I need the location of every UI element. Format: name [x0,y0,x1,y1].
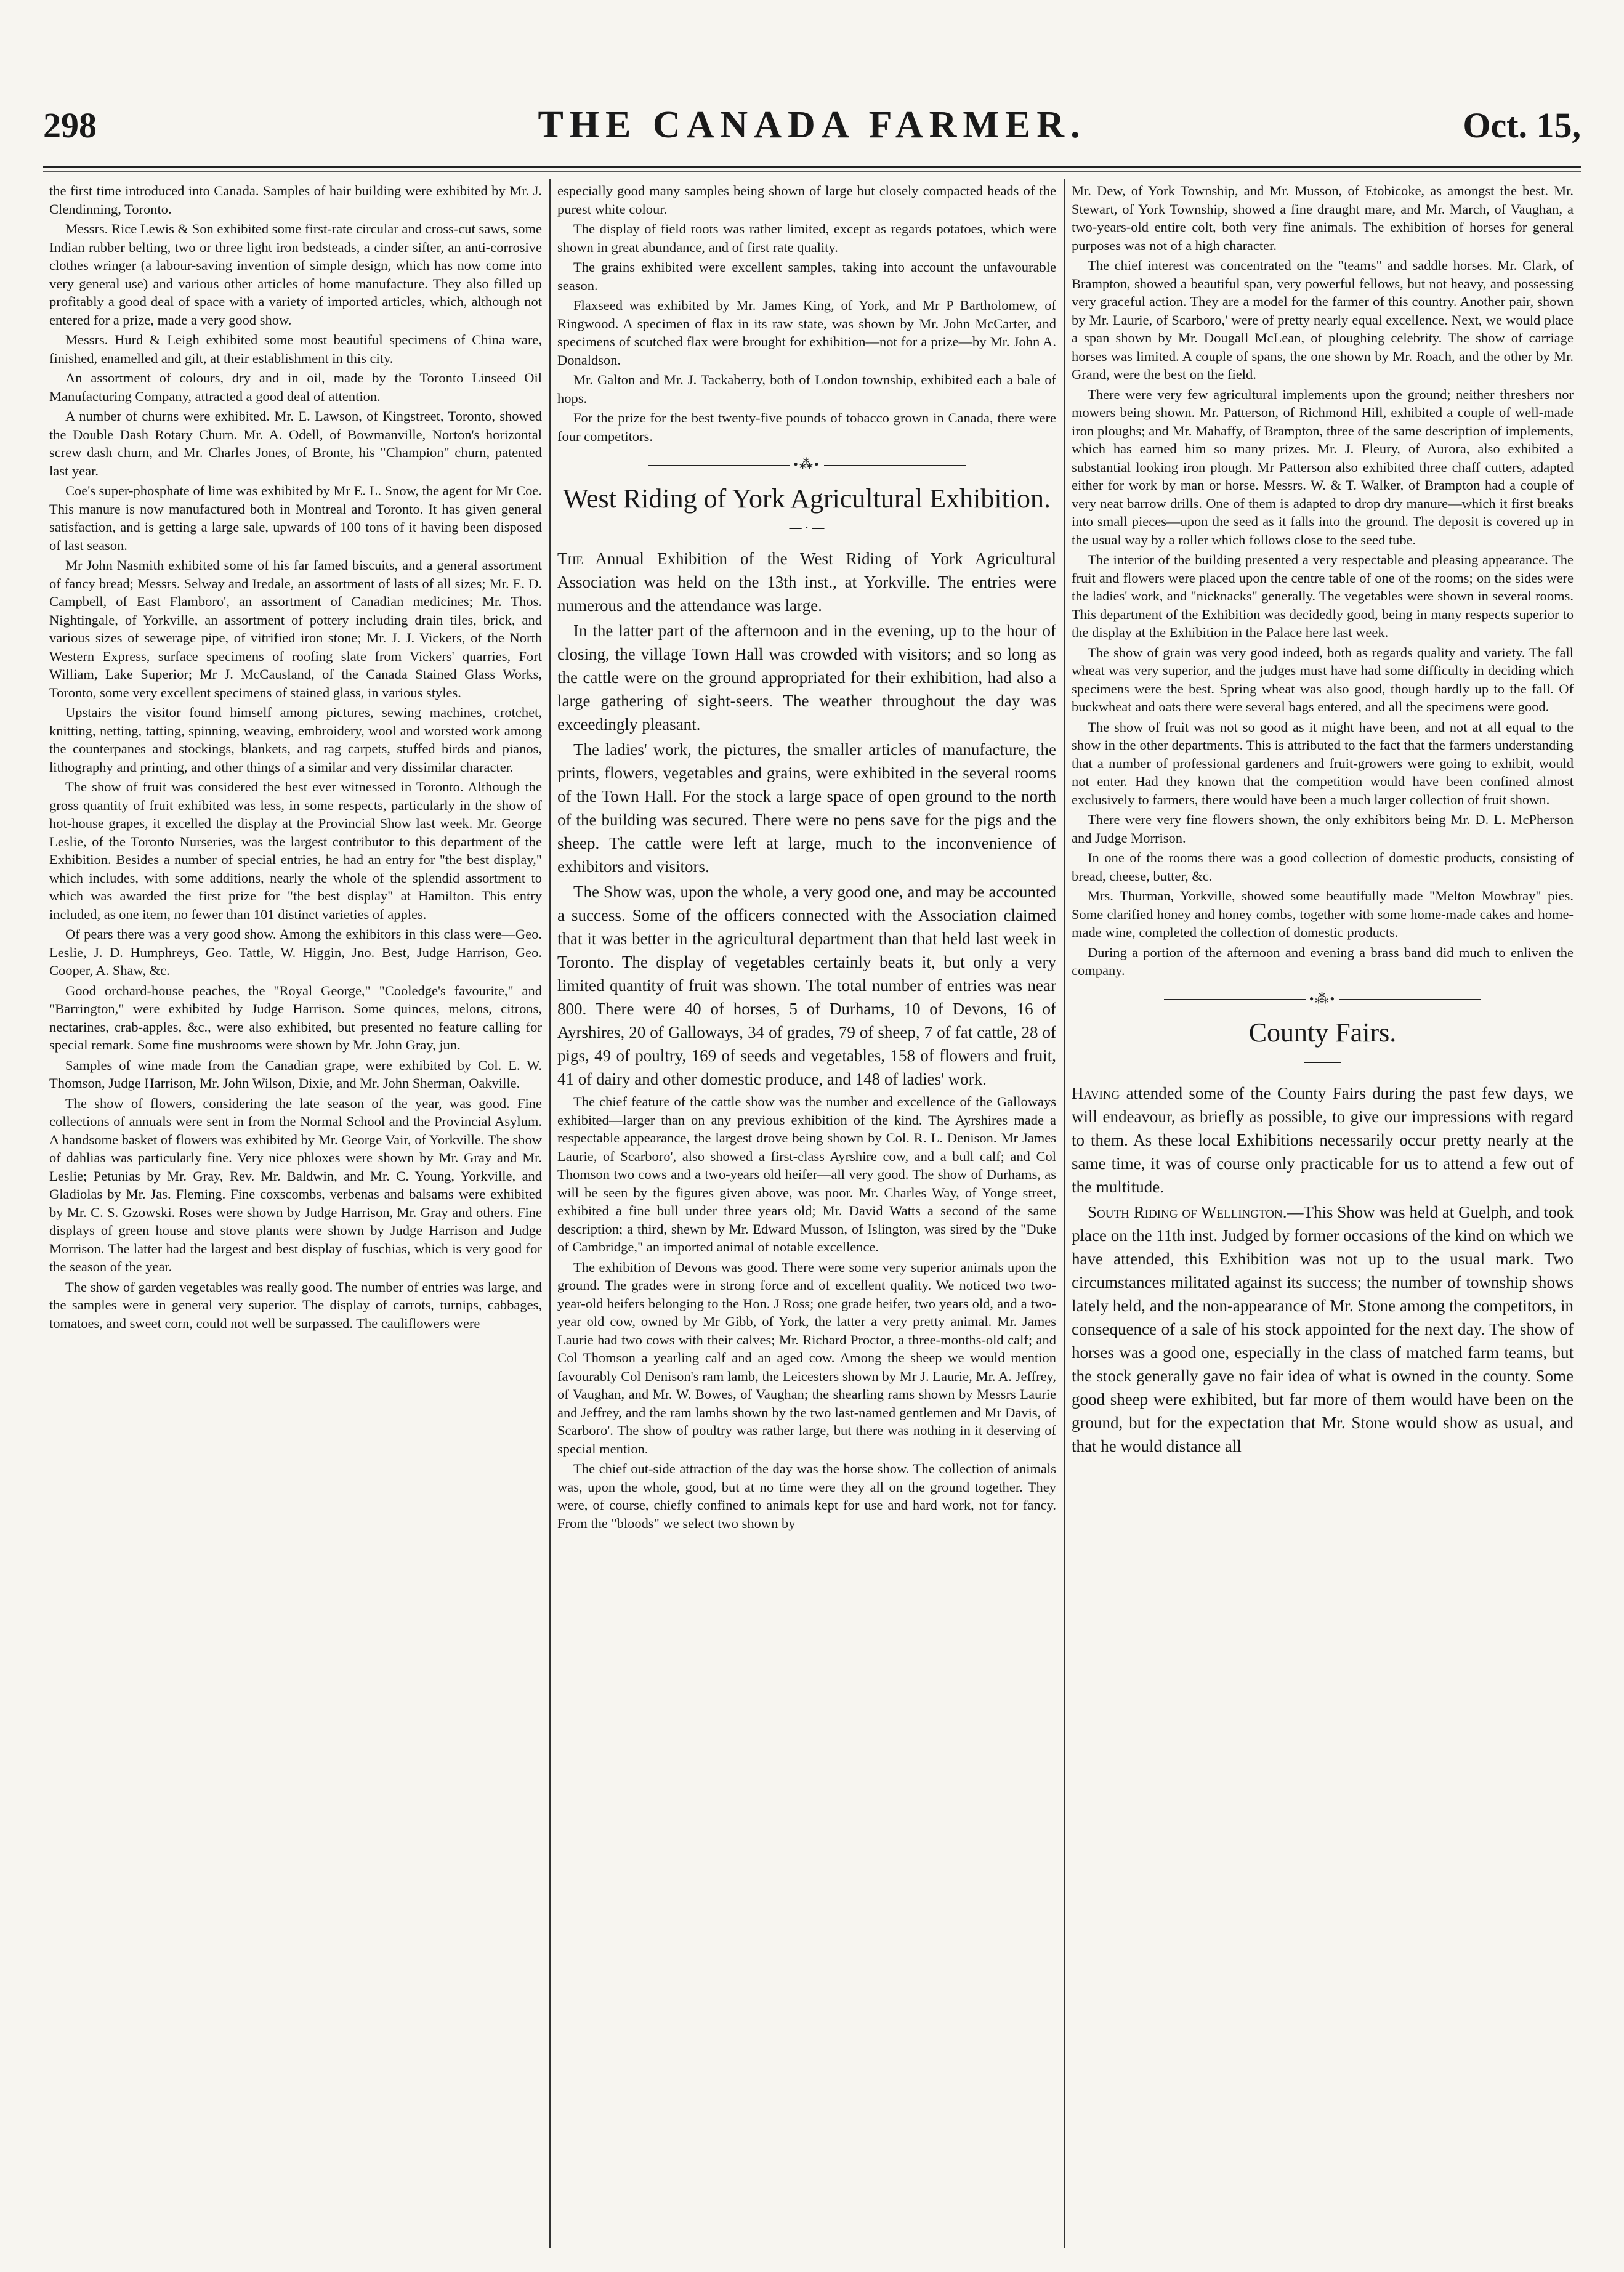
column-divider [1064,179,1065,2248]
section-ornament: •⁂• [1072,990,1574,1008]
paragraph [557,547,1056,617]
paragraph-text: Annual Exhibition of the West Riding of York Agricultural Association was held on the 13th inst., at Yorkville. The entries were numerous and the attendance was large. [557,549,1056,615]
column-divider [549,179,551,2248]
paragraph: The exhibition of Devons was good. There were some very superior animals upon the ground. The grades were in strong force and of excellent quality. We noticed two two-year-old heifers belonging to the Hon. J Ross; one grade heifer, two years old, and a two-year old cow, owned by Mr Gibb, of York, the latter a very pretty animal. Mr. James Laurie had two cows with their calves; Mr. Richard Proctor, a three-months-old calf; and Col Thomson a yearling calf and an aged cow. Among the sheep we would mention favourably Col Denison's ram lamb, the Leicesters shown by Mr J. Laurie, Mr. A. Jeffrey, of Vaughan, and Mr. W. Bowes, of Vaughan; the shearling rams shown by Messrs Laurie and Jeffrey, and the ram lambs shown by the two last-named gentlemen and Mr Davis, of Scarboro'. The show of poultry was rather large, but there was nothing in it deserving of special mention. [557,1259,1056,1457]
paragraph: Upstairs the visitor found himself among pictures, sewing machines, crotchet, knitting, netting, tatting, spinning, weaving, embroidery, wool and worsted work among the counterpanes and stockings, blankets, and rag carpets, stuffed birds and pianos, lithography and printing, and other things of a similar and very dissimilar character. [49,705,542,775]
paragraph: Messrs. Rice Lewis & Son exhibited some first-rate circular and cross-cut saws, some Indian rubber belting, two or three light iron bedsteads, a cinder sifter, an anti-corrosive clothes wringer (a labour-saving invention of simple design, which has now come into very general use) and various other articles of home manufacture. They also filled up profitably a good deal of space with a variety of imported articles, which, although not entered for a prize, made a very good show. [49,221,542,328]
heading-dash: ——— [1304,1055,1341,1069]
lead-word: Having [1072,1083,1120,1102]
paragraph: The ladies' work, the pictures, the smaller articles of manufacture, the prints, flowers, vegetables and grains, were exhibited in the several rooms of the Town Hall. For the stock a large space of open ground to the north of the building was secured. There were no pens save for the pigs and the sheep. The cattle were left at large, much to the inconvenience of exhibitors and visitors. [557,740,1056,876]
paragraph [1072,1081,1574,1199]
section-ornament: •⁂• [557,455,1056,474]
paragraph [1072,1200,1574,1458]
paragraph: There were very few agricultural implements upon the ground; neither threshers nor mowers being shown. Mr. Patterson, of Richmond Hill, exhibited a couple of well-made iron ploughs; and Mr. Mahaffy, of Brampton, three of the same description of implements, which has earned him so many prizes. Mr. J. Fleury, of Aurora, also exhibited a substantial looking iron plough. Mr Patterson also exhibited three chaff cutters, adapted either for work by man or horse. Messrs. W. & T. Walker, of Brampton had a couple of very neat barrow drills. One of them is adapted to drop dry manure—which it first breaks into small pieces—upon the seed as it falls into the ground. The deposit is covered up in the usual way by a roller which follows close to the seed tube. [1072,386,1574,548]
paragraph: The interior of the building presented a very respectable and pleasing appearance. The fruit and flowers were placed upon the centre table of one of the rooms; on the sides were the ladies' work, and "nicknacks" generally. The vegetables were shown in several rooms. This department of the Exhibition was decidedly good, being in many respects superior to the display at the Exhibition in the Palace here last week. [1072,552,1574,640]
paragraph: Flaxseed was exhibited by Mr. James King, of York, and Mr P Bartholomew, of Ringwood. A specimen of flax in its raw state, was shown by Mr. John McCarter, and specimens of scutched flax were brought for exhibition—not for a prize—by Mr. John A. Donaldson. [557,297,1056,368]
paragraph: The display of field roots was rather limited, except as regards potatoes, which were shown in great abundance, and of first rate quality. [557,221,1056,255]
section-heading: County Fairs. [1248,1017,1397,1048]
paragraph-text: attended some of the County Fairs during the past few days, we will endeavour, as briefly as possible, to give our impressions with regard to them. As these local Exhibitions necessarily occur pretty nearly at the same time, it was of course only practicable for us to attend a few out of the multitude. [1072,1083,1574,1196]
paragraph: Messrs. Hurd & Leigh exhibited some most beautiful specimens of China ware, finished, enamelled and gilt, at their establishment in this city. [49,332,542,366]
paragraph: The Show was, upon the whole, a very good one, and may be accounted a success. Some of the officers connected with the Association claimed that it was better in the agricultural department than that held last week in Toronto. The display of vegetables certainly beats it, but only a very limited quantity of fruit was shown. The total number of entries was near 800. There were 40 of horses, 5 of Durhams, 10 of Devons, 16 of Ayrshires, 20 of Galloways, 34 of grades, 79 of sheep, 7 of fat cattle, 28 of pigs, 49 of poultry, 169 of seeds and vegetables, 158 of flowers and fruit, 41 of dairy and other domestic produce, and 148 of ladies' work. [557,883,1056,1088]
paragraph: A number of churns were exhibited. Mr. E. Lawson, of Kingstreet, Toronto, showed the Double Dash Rotary Churn. Mr. A. Odell, of Bowmanville, Norton's horizontal screw dash churn, and Mr. Charles Jones, of Bronte, his "Champion" churn, patented last year. [49,408,542,479]
paragraph: Mr John Nasmith exhibited some of his far famed biscuits, and a general assortment of fancy bread; Messrs. Selway and Iredale, an assortment of lasts of all sizes; Mr. E. D. Campbell, of East Flamboro', an assortment of Canadian medicines; Mr. Thos. Nightingale, of Yorkville, an assortment of pottery including drain tiles, brick, and various sizes of sewerage pipe, of vitrified iron stone; Mr. J. J. Vickers, of the North Western Express, surface specimens of roofing slate from Vickers' quarries, Fort William, Lake Superior; Mr J. McCausland, of the Canada Stained Glass Works, Toronto, some very excellent specimens of stained glass, in various styles. [49,557,542,700]
page-header [43,92,1581,160]
paragraph: Of pears there was a very good show. Among the exhibitors in this class were—Geo. Leslie, J. D. Humphreys, Geo. Tattle, W. Higgin, Jno. Best, Judge Harrison, Geo. Cooper, A. Shaw, &c. [49,926,542,978]
masthead-title: THE CANADA FARMER. [538,104,1086,146]
paragraph: The grains exhibited were excellent samples, taking into account the unfavourable season. [557,259,1056,293]
paragraph: The show of flowers, considering the late season of the year, was good. Fine collections of annuals were sent in from the Normal School and the Provincial Asylum. A handsome basket of flowers was exhibited by Mr. George Vair, of Yorkville. The show of dahlias was particularly fine. Very nice phloxes were shown by Mr. Gray and Mr. Leslie; Petunias by Mr. Gray, Rev. Mr. Baldwin, and Mr. C. Young, Yorkville, and Gladiolas by Mr. Jas. Fleming. Fine coxscombs, verbenas and balsams were exhibited by Mr. C. S. Gzowski. Roses were shown by Judge Harrison, Mr. Gray and others. Fine displays of green house and stove plants were shown by Judge Harrison and Judge Morrison. The latter had the largest and best display of fuschias, which is very good for the season of the year. [49,1095,542,1274]
paragraph: There were very fine flowers shown, the only exhibitors being Mr. D. L. McPherson and Judge Morrison. [1072,812,1574,846]
paragraph: Mr. Dew, of York Township, and Mr. Musson, of Etobicoke, as amongst the best. Mr. Stewart, of York Township, showed a fine draught mare, and Mr. March, of Vaughan, a two-years-old entire colt, both very fine animals. The exhibition of horses for general purposes was not of a high character. [1072,183,1574,253]
paragraph: Mr. Galton and Mr. J. Tackaberry, both of London township, exhibited each a bale of hops. [557,372,1056,406]
paragraph: The show of fruit was not so good as it might have been, and not at all equal to the show in the other departments. This is attributed to the fact that the farmers understanding that a number of professional gardeners and fruit-growers were going to exhibit, would not enter. Had they known that the competition would have been confined almost exclusively to farmers, there would have been a much larger collection of fruit shown. [1072,719,1574,807]
paragraph: Samples of wine made from the Canadian grape, were exhibited by Col. E. W. Thomson, Judge Harrison, Mr. John Wilson, Dixie, and Mr. John Sherman, Oakville. [49,1057,542,1091]
page-number: 298 [43,105,97,145]
column-1 [49,182,542,2245]
paragraph: Good orchard-house peaches, the "Royal George," "Cooledge's favourite," and "Barrington," were exhibited by Judge Harrison. Some quinces, melons, citrons, nectarines, crab-apples, &c., were also exhibited, but presented no feature calling for special remark. Some fine mushrooms were shown by Mr. John Gray, jun. [49,982,542,1053]
paragraph: In the latter part of the afternoon and in the evening, up to the hour of closing, the village Town Hall was crowded with visitors; and so long as the cattle were on the ground appropriated for their exhibition, had also a large gathering of sight-seers. The weather throughout the day was exceedingly pleasant. [557,621,1056,734]
paragraph: Coe's super-phosphate of lime was exhibited by Mr E. L. Snow, the agent for Mr Coe. This manure is now manufactured both in Montreal and Toronto. It has given general satisfaction, and is getting a large sale, upwards of 100 tons of it having been disposed of last season. [49,483,542,553]
header-rule-thin [43,171,1581,172]
paragraph: The chief out-side attraction of the day was the horse show. The collection of animals was, upon the whole, good, but at no time were they all on the ground together. They were, of course, chiefly confined to animals kept for use and hard work, not for fancy. From the "bloods" we select two shown by [557,1461,1056,1531]
paragraph: The chief feature of the cattle show was the number and excellence of the Galloways exhibited—larger than on any previous exhibition of the kind. The Ayrshires made a respectable appearance, the largest drove being shown by Col. R. L. Denison. Mr James Laurie, of Scarboro', also showed a first-class Ayrshire cow, and a bull calf; and Col Thomson two cows and a two-years old heifer—all very good. The show of Durhams, as will be seen by the figures given above, was poor. Mr. Charles Way, of Yonge street, exhibited a fine bull under three years old; Mr. David Watts a second of the same description; a third, shewn by Mr. Edward Musson, of Islington, was sired by the "Duke of Cambridge," an imported animal of notable excellence. [557,1094,1056,1255]
paragraph: For the prize for the best twenty-five pounds of tobacco grown in Canada, there were four competitors. [557,410,1056,444]
paragraph: An assortment of colours, dry and in oil, made by the Toronto Linseed Oil Manufacturing Company, attracted a good deal of attention. [49,370,542,404]
paragraph: The chief interest was concentrated on the "teams" and saddle horses. Mr. Clark, of Brampton, showed a beautiful span, very powerful fellows, but not heavy, and possessing very graceful action. They are a model for the farmer of this country. Another pair, shown by Mr. Laurie, of Scarboro,' were of pretty nearly equal excellence. Next, we would place a span shown by Mr. Dougall McLean, of ploughing celebrity. The show of carriage horses was limited. A couple of spans, the one shown by Mr. Roach, and the other by Mr. Grand, were the best on the field. [1072,257,1574,382]
column-2 [557,182,1056,2245]
paragraph: the first time introduced into Canada. Samples of hair building were exhibited by Mr. J. Clendinning, Toronto. [49,183,542,217]
subsection-lead: South Riding of Wellington. [1088,1202,1287,1221]
column-3 [1072,182,1574,2245]
header-rule [43,166,1581,168]
paragraph: The show of fruit was considered the best ever witnessed in Toronto. Although the gross quantity of fruit exhibited was less, in some respects, particularly in the show of hot-house grapes, it excelled the display at the Provincial Show last week. Mr. George Leslie, of the Toronto Nurseries, was the largest contributor to this department of the Exhibition. Besides a number of special entries, he had an entry for "the best display," which includes, with some additions, nearly the whole of the splendid assortment to which was awarded the first prize for "the best display" at Hamilton. This entry included, as one item, no fewer than 101 distinct varieties of apples. [49,779,542,922]
paragraph: The show of grain was very good indeed, both as regards quality and variety. The fall wheat was very superior, and the judges must have had some difficulty in deciding which specimens were the best. Spring wheat was also good, though hardly up to the fall. Of buckwheat and oats there were several bags entered, and all the specimens were good. [1072,644,1574,714]
heading-dash: — · — [789,520,825,535]
paragraph: especially good many samples being shown of large but closely compacted heads of the purest white colour. [557,183,1056,217]
lead-word: The [557,549,583,568]
paragraph: Mrs. Thurman, Yorkville, showed some beautifully made "Melton Mowbray" pies. Some clarified honey and honey combs, together with some home-made cakes and home-made wine, completed the collection of domestic products. [1072,888,1574,940]
paragraph: During a portion of the afternoon and evening a brass band did much to enliven the company. [1072,944,1574,978]
issue-date: Oct. 15, [1463,105,1581,145]
paragraph: The show of garden vegetables was really good. The number of entries was large, and the samples were in general very superior. The display of carrots, turnips, cabbages, tomatoes, and sweet corn, could not well be surpassed. The cauliflowers were [49,1279,542,1331]
paragraph: In one of the rooms there was a good collection of domestic products, consisting of bread, cheese, butter, &c. [1072,850,1574,884]
paragraph-text: —This Show was held at Guelph, and took place on the 11th inst. Judged by former occasions of the kind on which we have attended, this Exhibition was not up to the usual mark. Two circumstances militated against its success; the number of township shows lately held, and the non-appearance of Mr. Stone among the competitors, in consequence of a sale of his stock appointed for the next day. The show of horses was a good one, especially in the class of matched farm teams, but the stock generally gave no fair idea of what is owned in the county. Some good sheep were exhibited, but far more of them would have been on the ground, but for the expectation that Mr. Stone would show as usual, and that he would distance all [1072,1202,1574,1455]
section-heading: West Riding of York Agricultural Exhibition. [562,483,1051,514]
